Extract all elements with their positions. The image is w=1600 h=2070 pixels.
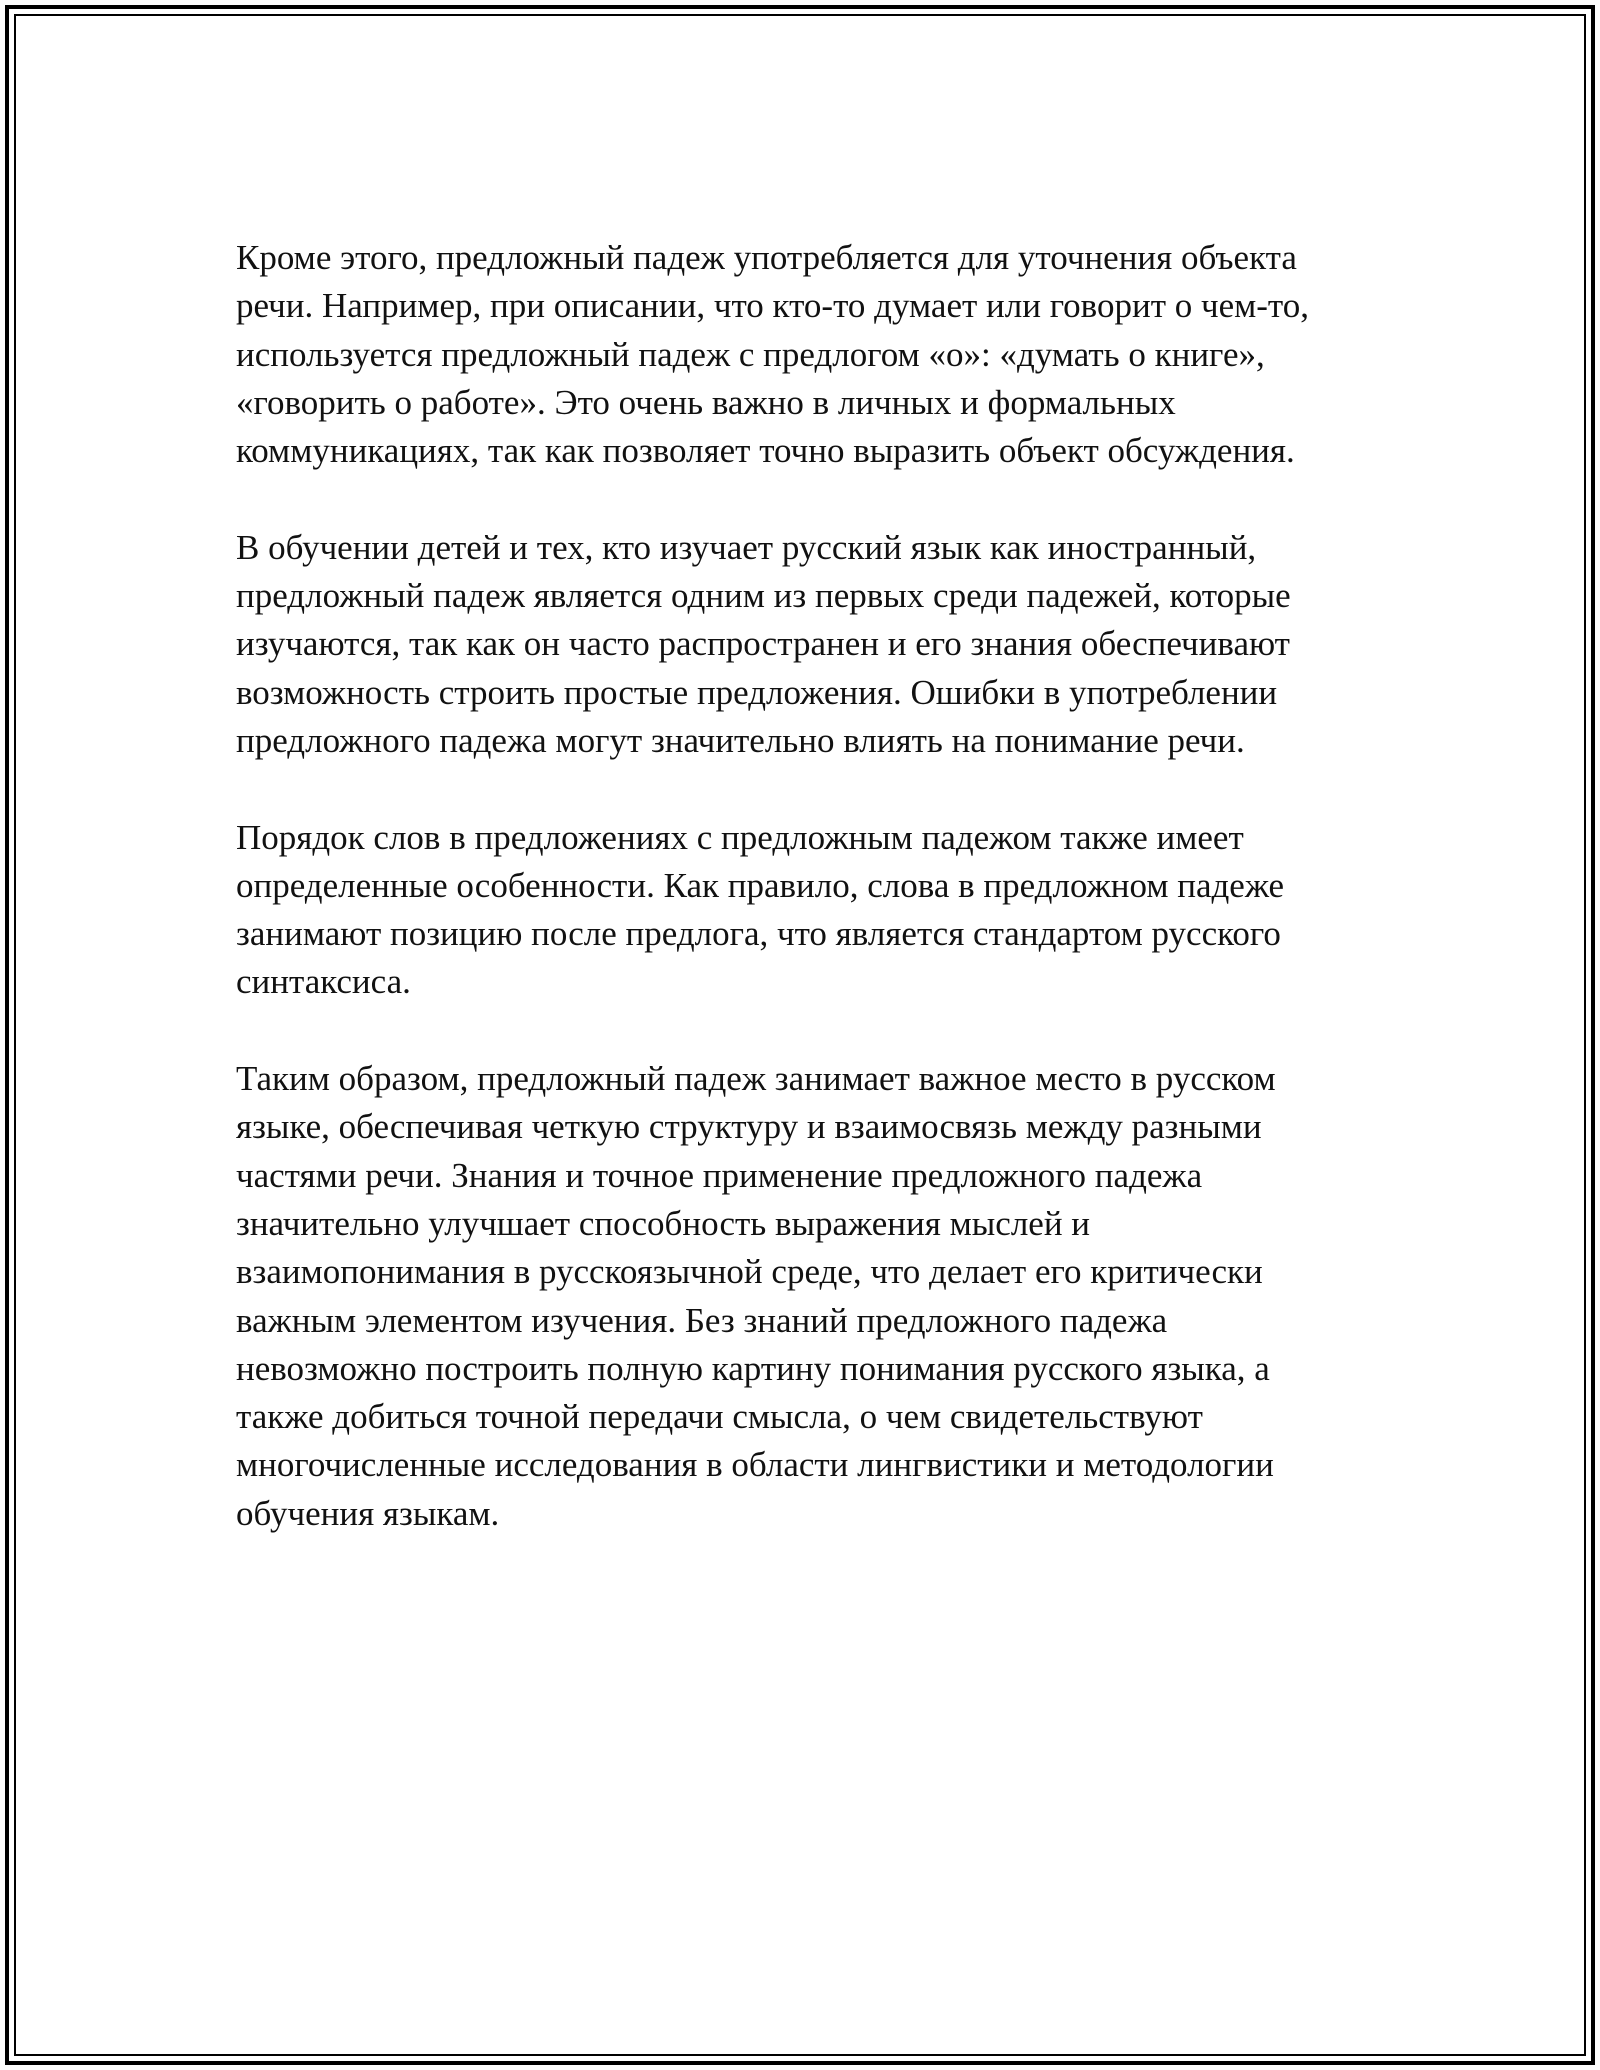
text-line: В обучении детей и тех, кто изучает русский язык как иностранный, [236,527,1257,567]
text-line: важным элементом изучения. Без знаний предложного падежа [236,1300,1168,1340]
paragraph-2 [236,524,1396,765]
text-line: значительно улучшает способность выражения мыслей и [236,1203,1091,1243]
text-line: используется предложный падеж с предлогом «о»: «думать о книге», [236,334,1265,374]
text-line: коммуникациях, так как позволяет точно выразить объект обсуждения. [236,431,1295,471]
document-body [236,234,1396,1586]
paragraph-3 [236,814,1396,1007]
text-line: взаимопонимания в русскоязычной среде, что делает его критически [236,1252,1263,1292]
text-line: изучаются, так как он часто распространен и его знания обеспечивают [236,624,1290,664]
text-line: определенные особенности. Как правило, слова в предложном падеже [236,865,1285,905]
text-line: предложный падеж является одним из первых среди падежей, которые [236,576,1291,616]
paragraph-4 [236,1055,1396,1538]
text-line: синтаксиса. [236,962,411,1002]
text-line: занимают позицию после предлога, что является стандартом русского [236,914,1281,954]
text-line: обучения языкам. [236,1493,500,1533]
text-line: Кроме этого, предложный падеж употребляется для уточнения объекта [236,238,1297,277]
text-line: языке, обеспечивая четкую структуру и взаимосвязь между разными [236,1107,1262,1147]
text-line: многочисленные исследования в области лингвистики и методологии [236,1445,1274,1485]
text-line: также добиться точной передачи смысла, о чем свидетельствуют [236,1397,1203,1437]
text-line: частями речи. Знания и точное применение предложного падежа [236,1155,1203,1195]
paragraph-1 [236,234,1396,475]
text-line: речи. Например, при описании, что кто-то думает или говорит о чем-то, [236,286,1310,326]
text-line: возможность строить простые предложения. Ошибки в употреблении [236,672,1278,712]
text-line: «говорить о работе». Это очень важно в личных и формальных [236,382,1176,422]
text-line: предложного падежа могут значительно влиять на понимание речи. [236,720,1245,760]
text-line: невозможно построить полную картину понимания русского языка, а [236,1348,1270,1388]
text-line: Таким образом, предложный падеж занимает важное место в русском [236,1059,1276,1099]
text-line: Порядок слов в предложениях с предложным падежом также имеет [236,817,1244,857]
